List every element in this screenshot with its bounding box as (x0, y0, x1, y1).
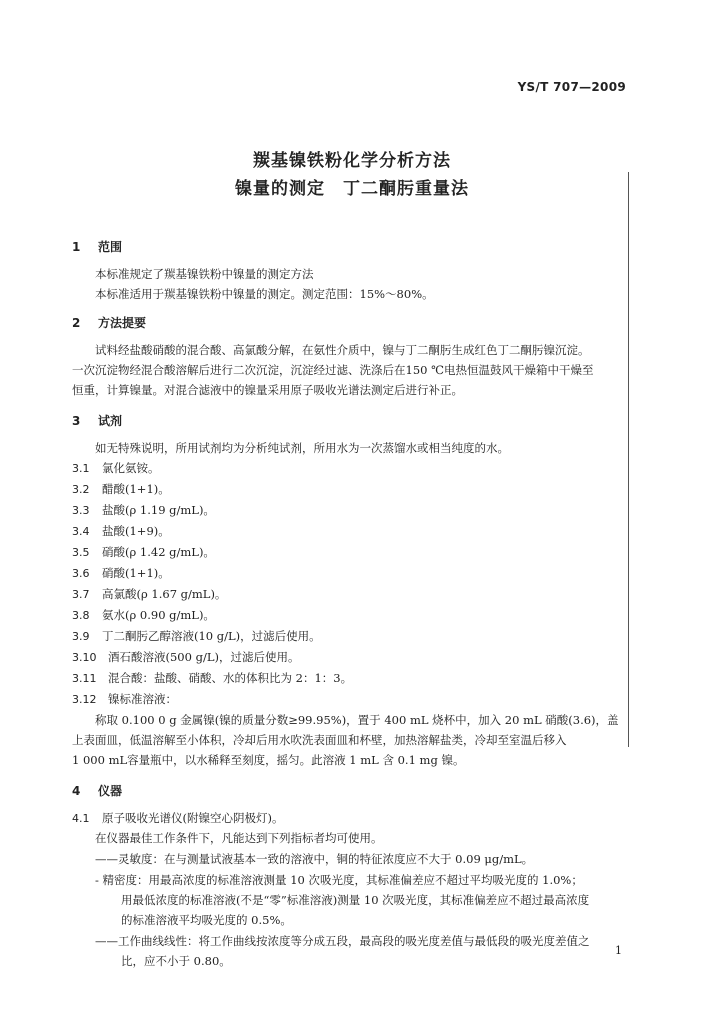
item-text: 盐酸(ρ 1.19 g/mL)。 (102, 503, 215, 517)
title-line-1: 羰基镍铁粉化学分析方法 (253, 151, 451, 171)
reagent-item (72, 544, 215, 561)
item-text: 氯化氨铵。 (102, 461, 160, 475)
item-number: 3.1 (72, 462, 90, 475)
item-text: 盐酸(1+9)。 (102, 524, 170, 538)
item-number: 3.4 (72, 525, 90, 538)
section-2-heading (72, 314, 146, 331)
reagent-item (72, 586, 226, 603)
reagent-item (72, 502, 215, 519)
item-number: 3.6 (72, 567, 90, 580)
section-1-heading (72, 238, 122, 255)
section-number: 4 (72, 784, 81, 798)
item-text: 丁二酮肟乙醇溶液(10 g/L)，过滤后使用。 (102, 629, 321, 643)
standard-solution-line-3: 1 000 mL容量瓶中，以水稀释至刻度，摇匀。此溶液 1 mL 含 0.1 mg 镍。 (72, 753, 465, 767)
margin-rule (628, 172, 629, 747)
section-title: 范围 (98, 240, 123, 254)
reagent-item (72, 460, 160, 477)
item-text: 混合酸：盐酸、硝酸、水的体积比为 2：1：3。 (108, 671, 353, 685)
reagents-intro: 如无特殊说明，所用试剂均为分析纯试剂，所用水为一次蒸馏水或相当纯度的水。 (95, 441, 509, 455)
reagent-item (72, 607, 215, 624)
reagent-item (72, 628, 321, 645)
scope-line-2: 本标准适用于羰基镍铁粉中镍量的测定。测定范围：15%～80%。 (95, 287, 434, 301)
standard-solution-line-1: 称取 0.100 0 g 金属镍(镍的质量分数≥99.95%)，置于 400 mL 烧杯中，加入 20 mL 硝酸(3.6)，盖 (95, 713, 619, 727)
precision-line-3: 的标准溶液平均吸光度的 0.5%。 (121, 913, 292, 927)
principle-line-3: 恒重，计算镍量。对混合滤液中的镍量采用原子吸收光谱法测定后进行补正。 (72, 383, 463, 397)
section-4-heading (72, 782, 122, 799)
item-text: 高氯酸(ρ 1.67 g/mL)。 (102, 587, 227, 601)
item-text: 硝酸(1+1)。 (102, 566, 170, 580)
sensitivity-line: ——灵敏度：在与测量试液基本一致的溶液中，铜的特征浓度应不大于 0.09 μg/mL。 (95, 852, 534, 866)
standard-number: YS/T 707—2009 (517, 80, 626, 94)
section-number: 2 (72, 316, 81, 330)
item-text: 醋酸(1+1)。 (102, 482, 170, 496)
page-number: 1 (615, 944, 622, 957)
standard-solution-line-2: 上表面皿，低温溶解至小体积，冷却后用水吹洗表面皿和杯壁，加热溶解盐类，冷却至室温后移入 (72, 733, 567, 747)
reagent-item (72, 481, 170, 498)
precision-line-1: - 精密度：用最高浓度的标准溶液测量 10 次吸光度，其标准偏差应不超过平均吸光度的 1.0%； (95, 873, 583, 887)
item-number: 3.11 (72, 672, 97, 685)
item-number: 3.5 (72, 546, 90, 559)
item-number: 3.9 (72, 630, 90, 643)
item-text: 硝酸(ρ 1.42 g/mL)。 (102, 545, 215, 559)
item-number: 4.1 (72, 812, 90, 825)
item-text: 酒石酸溶液(500 g/L)，过滤后使用。 (108, 650, 300, 664)
section-title: 方法提要 (98, 316, 147, 330)
reagent-item (72, 649, 299, 666)
item-number: 3.12 (72, 693, 97, 706)
item-text: 氨水(ρ 0.90 g/mL)。 (102, 608, 215, 622)
precision-line-2: 用最低浓度的标准溶液(不是“零”标准溶液)测量 10 次吸光度，其标准偏差应不超过最高浓度 (121, 893, 590, 907)
item-text: 镍标准溶液： (108, 692, 177, 706)
item-text: 原子吸收光谱仪(附镍空心阴极灯)。 (102, 811, 284, 825)
reagent-item (72, 565, 170, 582)
item-number: 3.7 (72, 588, 90, 601)
instrument-condition: 在仪器最佳工作条件下，凡能达到下列指标者均可使用。 (95, 831, 383, 845)
reagent-item (72, 691, 177, 708)
section-number: 3 (72, 414, 81, 428)
scope-line-1: 本标准规定了羰基镍铁粉中镍量的测定方法 (95, 267, 314, 281)
linearity-line-2: 比，应不小于 0.80。 (121, 954, 231, 968)
item-number: 3.10 (72, 651, 97, 664)
item-number: 3.8 (72, 609, 90, 622)
linearity-line-1: ——工作曲线线性：将工作曲线按浓度等分成五段，最高段的吸光度差值与最低段的吸光度差值之 (95, 934, 590, 948)
reagent-item (72, 670, 352, 687)
section-title: 仪器 (98, 784, 123, 798)
section-number: 1 (72, 240, 81, 254)
principle-line-2: 一次沉淀物经混合酸溶解后进行二次沉淀，沉淀经过滤、洗涤后在150 ℃电热恒温鼓风干燥箱中干燥至 (72, 363, 594, 377)
item-number: 3.2 (72, 483, 90, 496)
principle-line-1: 试料经盐酸硝酸的混合酸、高氯酸分解，在氨性介质中，镍与丁二酮肟生成红色丁二酮肟镍沉淀。 (95, 343, 590, 357)
reagent-item (72, 523, 170, 540)
instrument-item (72, 810, 283, 827)
section-3-heading (72, 412, 122, 429)
item-number: 3.3 (72, 504, 90, 517)
section-title: 试剂 (98, 414, 123, 428)
title-line-2: 镍量的测定 丁二酮肟重量法 (235, 179, 469, 199)
